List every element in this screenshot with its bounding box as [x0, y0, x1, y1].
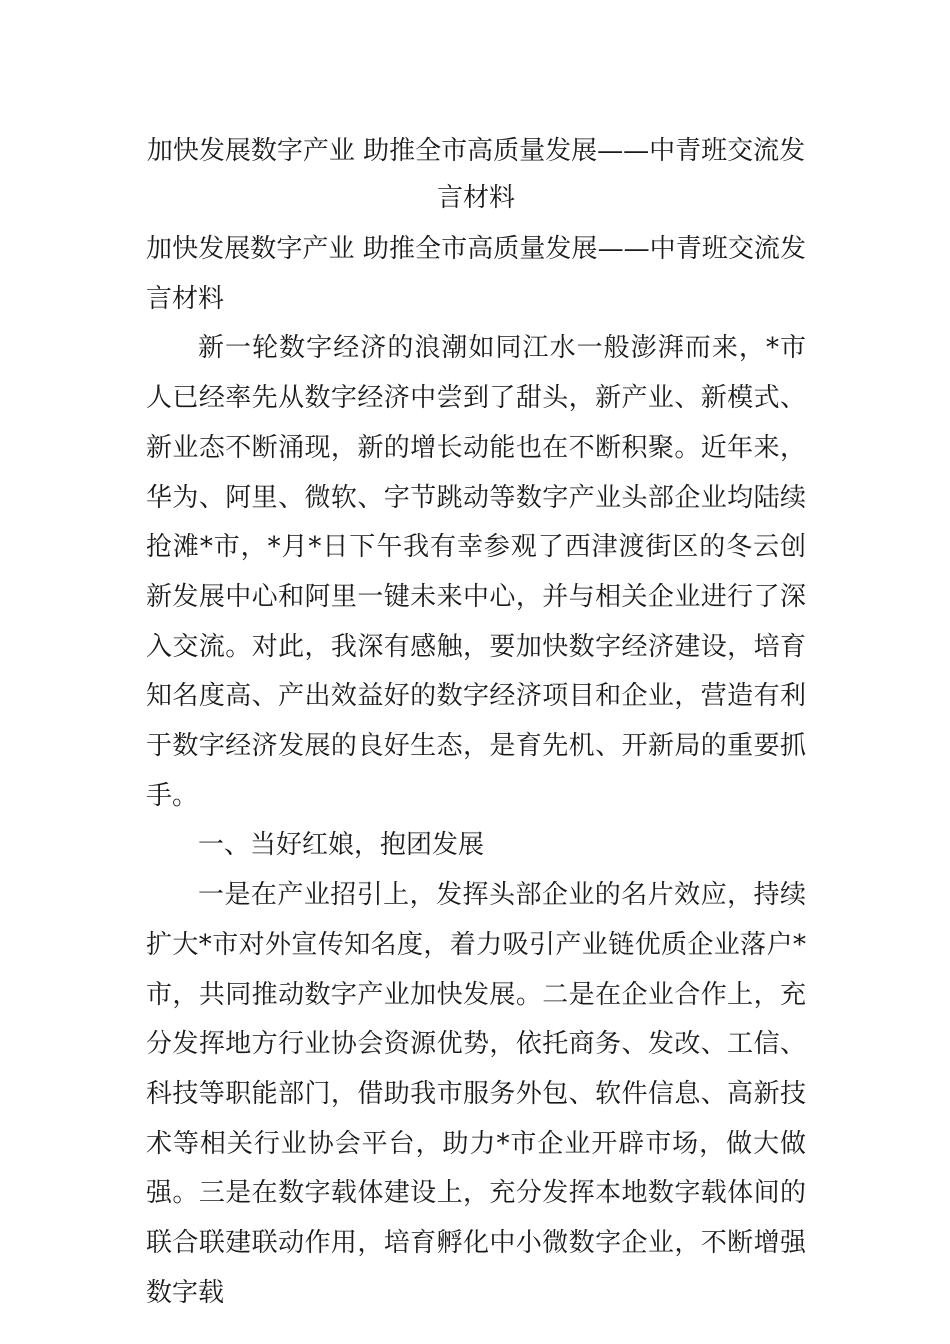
repeated-title-paragraph: 加快发展数字产业 助推全市高质量发展——中青班交流发言材料	[146, 234, 806, 314]
intro-paragraph: 新一轮数字经济的浪潮如同江水一般澎湃而来，*市人已经率先从数字经济中尝到了甜头，新产业、新模式、新业态不断涌现，新的增长动能也在不断积聚。近年来，华为、阿里、微软、字节跳动等数字产业头部企业均陆续抢滩*市，*月*日下午我有幸参观了西津渡街区的冬云创新发展中心和阿里一键未来中心，并与相关企业进行了深入交流。对此，我深有感触，要加快数字经济建设，培育知名度高、产出效益好的数字经济项目和企业，营造有利于数字经济发展的良好生态，是育先机、开新局的重要抓手。	[146, 333, 806, 811]
body-paragraph: 一是在产业招引上，发挥头部企业的名片效应，持续扩大*市对外宣传知名度，着力吸引产业链优质企业落户*市，共同推动数字产业加快发展。二是在企业合作上，充分发挥地方行业协会资源优势，依托商务、发改、工信、科技等职能部门，借助我市服务外包、软件信息、高新技术等相关行业协会平台，助力*市企业开辟市场，做大做强。三是在数字载体建设上，充分发挥本地数字载体间的联合联建联动作用，培育孵化中小微数字企业，不断增强数字载	[146, 880, 806, 1308]
section-heading: 一、当好红娘，抱团发展	[198, 830, 485, 861]
document-body	[146, 225, 806, 1318]
document-title: 加快发展数字产业 助推全市高质量发展——中青班交流发言材料	[146, 136, 806, 213]
